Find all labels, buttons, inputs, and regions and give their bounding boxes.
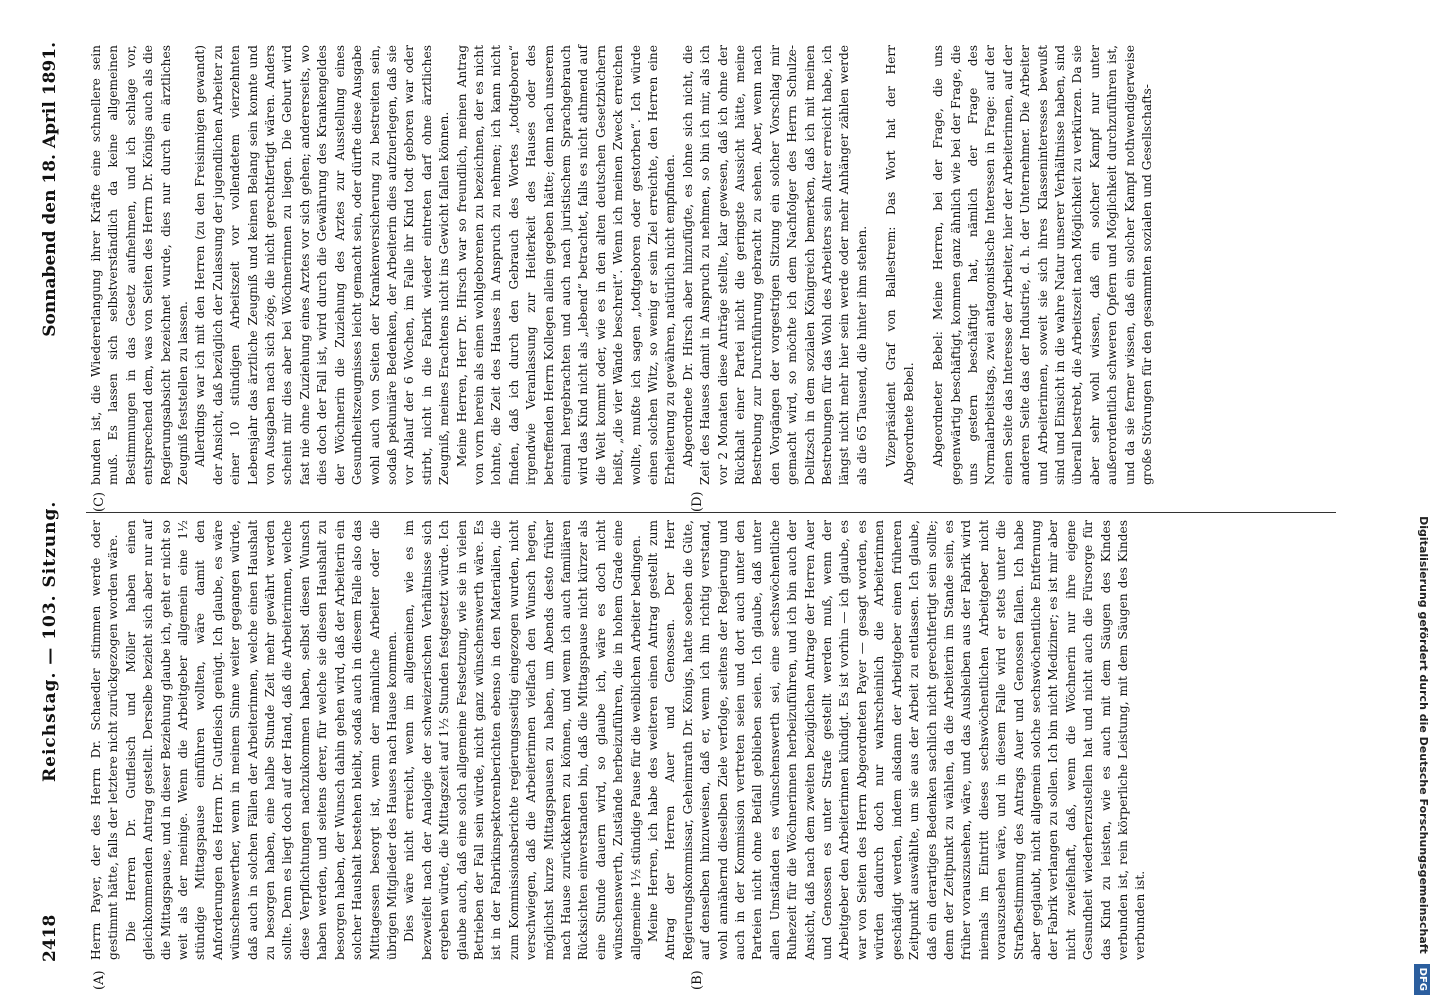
running-header	[40, 42, 70, 962]
right-column	[88, 45, 1156, 485]
paragraph: Die Herren Dr. Gutfleisch und Möller haben einen gleichkommenden Antrag gestellt. Derselbe bezieht sich aber nur auf die Mittagspause, und in dieser Beziehung glaube ich, geht er nicht so weit als der meinige. Wenn die Arbeitgeber allgemein eine 1½ stündige Mittagspause einführen wollten, wäre damit den Anforderungen des Herrn Dr. Gutfleisch genügt. Ich glaube, es wäre wünschenswerther, wenn in meinem Sinne weiter gegangen würde, daß auch in solchen Fällen der Arbeiterinnen, welche einen Haushalt zu besorgen haben, eine halbe Stunde Zeit mehr gewährt werden sollte. Denn es liegt doch auf der Hand, daß die Arbeiterinnen, welche diese Verpflichtungen nachzukommen haben, selbst diesen Wunsch haben werden, und seitens derer, für welche sie diesen Haushalt zu besorgen haben, der Wunsch dahin gehen wird, daß der Arbeiterin ein solcher Haushalt bestehen bleibt, sodaß auch in diesem Falle also das Mittagessen besorgt ist, wenn der männliche Arbeiter oder die übrigen Mitglieder des Hauses nach Hause kommen.	[123, 520, 399, 960]
paragraph: bunden ist, die Wiedererlangung ihrer Kräfte eine schnellere sein muß. Es lassen sich selbstverständlich da keine allgemeinen Bestimmungen in das Gesetz aufnehmen, und ich schlage vor, entsprechend dem, was von Seiten des Herrn Dr. Königs auch als die Regierungsabsicht bezeichnet wurde, dies nur durch ein ärztliches Zeugniß feststellen zu lassen.	[89, 45, 191, 485]
margin-marker-b: (B)	[690, 970, 705, 990]
paragraph: Abgeordnete Dr. Hirsch aber hinzufügte, es lohne sich nicht, die Zeit des Hauses damit in Anspruch zu nehmen, so bin ich mir, als ich vor 2 Monaten diese Anträge stellte, klar gewesen, daß ich ohne der Rückhalt einer Partei nicht die geringste Aussicht hätte, meine Bestrebung zur Durchführung gebracht zu sehen. Aber, wenn nach den Vorgängen der vorgestrigen Sitzung ein solcher Vorschlag mir gemacht wird, so möchte ich dem Nachfolger des Herrn Schulze-Delitzsch in dem sozialen Königreich bemerken, daß ich mit meinen Bestrebungen für das Wohl des Arbeiters sein Alter erreicht habe, ich längst nicht mehr hier sein werde oder mehr Anhänger zählen werde als die 65 Tausend, die hinter ihm stehen.	[680, 45, 869, 485]
speaker-paragraph: Vizepräsident Graf von Ballestrem: Das Wort hat der Herr Abgeordnete Bebel.	[884, 45, 916, 485]
paragraph: Meine Herren, ich habe des weiteren einen Antrag gestellt zum Antrag der Herren Auer und Genossen. Der Herr Regierungskommissar, Geheimrath Dr. Königs, hatte soeben die Güte, auf denselben hinzuweisen, daß er, wenn ich ihn richtig verstand, wohl annähernd dieselben Ziele verfolge, seitens der Regierung und auch in der Kommission vertreten seien und dort auch unter den Parteien nicht ohne Beifall geblieben seien. Ich glaube, daß unter allen Umständen es wünschenswerth sei, eine sechswöchentliche Ruhezeit für die Wöchnerinnen herbeizuführen, und ich bin auch der Ansicht, daß nach dem zweiten bezüglichen Antrage der Herren Auer und Genossen es unter Strafe gestellt werden muß, wenn der Arbeitgeber den Arbeiterinnen kündigt. Es ist vorhin — ich glaube, es war von Seiten des Herrn Abgeordneten Payer — gesagt worden, es würden dadurch doch nur wahrscheinlich die Arbeiterinnen geschädigt werden, indem alsdann der Arbeitgeber einen früheren Zeitpunkt auswählte, um sie aus der Arbeit zu entlassen. Ich glaube, daß ein derartiges Bedenken sachlich nicht gerechtfertigt sein sollte; denn der Zeitpunkt zu wählen, da die Arbeiterin im Stande sein, es früher vorauszusehen, wäre, und das Ausbleiben aus der Fabrik wird niemals im Eintritt dieses sechswöchentlichen Arbeitgeber nicht vorauszusehen wäre, und in diesem Falle wird er stets unter die Strafbestimmung des Antrags Auer und Genossen fallen. Ich habe aber geglaubt, nicht allgemein solche sechswöchentliche Entfernung der Fabrik verlangen zu sollen. Ich bin nicht Mediziner; es ist mir aber nicht zweifelhaft, daß, wenn die Wöchnerin nur ihre eigene Gesundheit wiederherzustellen hat und nicht auch die Fürsorge für das Kind zu leisten, wie es auch mit dem Säugen des Kindes verbunden ist, rein körperliche Leistung, mit dem Säugen des Kindes verbunden ist.	[646, 520, 1148, 960]
session-date: Sonnabend den 18. April 1891.	[40, 42, 60, 337]
paragraph: Dies wäre nicht erreicht, wenn im allgemeinen, wie es im bezweifelt nach der Analogie der schweizerischen Verhältnisse sich ergeben würde, die Mittagszeit auf 1½ Stunden festgesetzt würde. Ich glaube auch, daß eine solch allgemeine Festsetzung, wie sie in vielen Betrieben der Fall sein würde, nicht ganz wünschenswerth wäre. Es ist in der Fabrikinspektorenberichten ebenso in den Materialien, die zum Kommissionsberichte regierungsseitig eingezogen wurden, nicht verschwiegen, daß die Arbeiterinnen vielfach den Wunsch hegen, möglichst kurze Mittagspausen zu haben, um Abends desto früher nach Hause zurückkehren zu können, und wenn ich auch familiären Rücksichten einverstanden bin, daß die Mittagspause nicht kürzer als eine Stunde dauern wird, so glaube ich, wäre es doch nicht wünschenswerth, Zustände herbeizuführen, die in hohem Grade eine allgemeine 1½ stündige Pause für die weiblichen Arbeiter bedingen.	[402, 520, 643, 960]
dfg-logo: DFG	[1414, 964, 1430, 995]
paragraph: Allerdings war ich mit den Herren (zu den Freisinnigen gewandt) der Ansicht, daß bezüglich der Zulassung der jugendlichen Arbeiter zu einer 10 stündigen Arbeitszeit vor vollendetem vierzehnten Lebensjahr das ärztliche Zeugniß und keinen Belang sein konnte und von Ausgaben nach sich zöge, die nicht gerechtfertigt wären. Anders scheint mir dies aber bei Wöchnerinnen zu liegen. Die Geburt wird fast nie ohne Zuziehung eines Arztes vor sich gehen; andererseits, wo dies doch der Fall ist, wird durch die Gewährung des Krankengeldes der Wöchnerin die Zuziehung des Arztes zur Ausstellung eines Gesundheitszeugnisses leicht gemacht sein, oder dürfte diese Ausgabe wohl auch von Seiten der Krankenversicherung zu bestreiten sein, sodaß pekuniäre Bedenken, der Arbeiterin dies aufzuerlegen, daß sie vor Ablauf der 6 Wochen, im Falle ihr Kind todt geboren war oder stirbt, nicht in die Fabrik wieder eintreten darf ohne ärztliches Zeugniß, meines Erachtens nicht ins Gewicht fallen können.	[193, 45, 452, 485]
paragraph: Herrn Payer, der des Herrn Dr. Schaedler stimmen werde oder gestimmt hätte, falls der letztere nicht zurückgezogen worden wäre.	[89, 520, 121, 960]
digitization-note: Digitalisierung gefördert durch die Deutsche Forschungsgemeinschaft	[1417, 516, 1430, 954]
session-title: Reichstag. — 103. Sitzung.	[40, 500, 60, 782]
digitization-sidebar	[1414, 5, 1432, 995]
margin-marker-d: (D)	[690, 491, 705, 512]
margin-marker-c: (C)	[92, 491, 107, 512]
column-divider	[86, 512, 1336, 513]
page-number: 2418	[40, 914, 60, 962]
speaker-paragraph: Abgeordneter Bebel: Meine Herren, bei der Frage, die uns gegenwärtig beschäftigt, kommen ganz ähnlich wie bei der Frage, die uns gestern beschäftigt hat, nämlich der Frage des Normalarbeitstags, zwei antagonistische Interessen in Frage: auf der einen Seite das Interesse der Arbeiter, hier der Arbeiterinnen, auf der anderen Seite das der Industrie, d. h. der Unternehmer. Die Arbeiter und Arbeiterinnen, soweit sie sich ihres Klasseninteresses bewußt sind und Einsicht in die wahre Natur unserer Verhältnisse haben, sind überall bestrebt, die Arbeitszeit nach Möglichkeit zu verkürzen. Da sie aber sehr wohl wissen, daß ein solcher Kampf nur unter außerordentlich schweren Opfern und Möglichkeit durchzuführen ist, und da sie ferner wissen, daß ein solcher Kampf nothwendigerweise große Störungen für den gesammten sozialen und Gesellschafts-	[931, 45, 1154, 485]
paragraph: Meine Herren, Herr Dr. Hirsch war so freundlich, meinen Antrag von vorn herein als einen wohlgeborenen zu bezeichnen, der es nicht lohnte, die Zeit des Hauses in Anspruch zu nehmen; ich kann nicht finden, daß ich durch den Gebrauch des Wortes „todtgeboren“ irgendwie Veranlassung zur Heiterkeit des Hauses oder des betreffenden Herrn Kollegen allein gegeben hätte; denn nach unserem einmal hergebrachten und auch nach juristischem Sprachgebrauch wird das Kind nicht als „lebend“ betrachtet, falls es nicht athmend auf die Welt kommt oder, wie es in den alten deutschen Gesetzbüchern heißt, „die vier Wände beschreit“. Wenn ich meinen Zweck erreichen wollte, mußte ich sagen „todtgeboren oder gestorben“. Ich würde einen solchen Witz, so wenig er sein Ziel erreichte, den Herren eine Erheiterung zu gewähren, natürlich nicht empfinden.	[454, 45, 678, 485]
margin-marker-a: (A)	[92, 970, 107, 990]
left-column	[88, 520, 1150, 960]
